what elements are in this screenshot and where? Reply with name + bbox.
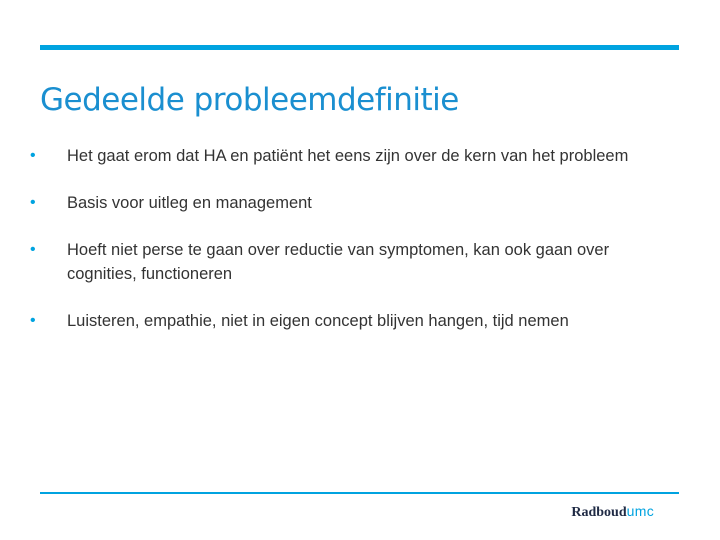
bullet-marker: • bbox=[30, 147, 36, 164]
bullet-item bbox=[30, 238, 680, 286]
bullet-marker: • bbox=[30, 241, 36, 258]
bullet-item bbox=[30, 144, 680, 168]
slide-title: Gedeelde probleemdefinitie bbox=[40, 82, 459, 118]
footer-divider bbox=[40, 492, 679, 494]
bullet-item bbox=[30, 191, 680, 215]
bullet-text: Het gaat erom dat HA en patiënt het eens zijn over de kern van het probleem bbox=[67, 147, 629, 165]
bullet-text: Hoeft niet perse te gaan over reductie van symptomen, kan ook gaan over cognities, functioneren bbox=[67, 241, 610, 283]
radboudumc-logo bbox=[571, 500, 654, 524]
logo-wordmark-umc: umc bbox=[626, 503, 654, 519]
bullet-text: Basis voor uitleg en management bbox=[67, 194, 312, 212]
bullet-marker: • bbox=[30, 194, 36, 211]
bullet-item bbox=[30, 309, 680, 333]
header-divider bbox=[40, 45, 679, 50]
bullet-marker: • bbox=[30, 312, 36, 329]
logo-wordmark-radboud: Radboud bbox=[571, 505, 627, 520]
bullet-text: Luisteren, empathie, niet in eigen concept blijven hangen, tijd nemen bbox=[67, 312, 569, 330]
bullet-list bbox=[30, 144, 680, 356]
